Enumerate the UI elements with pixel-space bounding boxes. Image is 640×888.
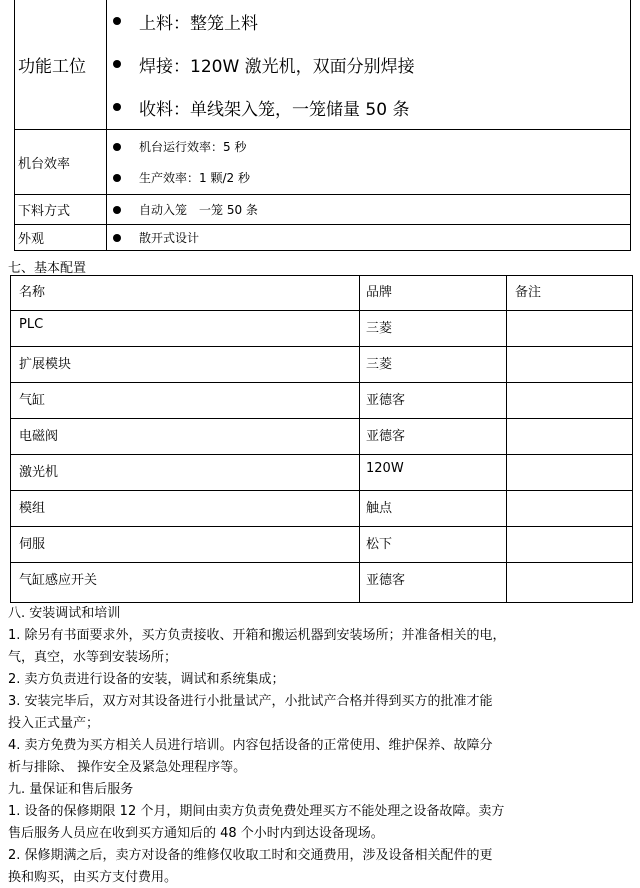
table-row: 气缸感应开关 亚德客: [11, 563, 633, 603]
spec-label: 机台效率: [15, 130, 107, 195]
spec-table: [14, 0, 631, 251]
config-header-row: [11, 276, 633, 311]
table-row: 激光机 120W: [11, 455, 633, 491]
paragraph-line: 4. 卖方免费为买方相关人员进行培训。内容包括设备的正常使用、维护保养、故障分: [8, 738, 493, 753]
spec-items: [107, 0, 631, 130]
bullet-dot-icon: [113, 143, 121, 151]
config-header-brand: 品牌: [360, 276, 507, 311]
config-header-note: 备注: [507, 276, 633, 311]
paragraph-line: 投入正式量产；: [8, 716, 100, 731]
spec-row-efficiency: [15, 130, 631, 195]
spec-bullet: 散开式设计: [113, 229, 630, 246]
spec-bullet: 焊接：120W 激光机，双面分别焊接: [113, 42, 630, 86]
paragraph-line: 换和购买，由买方支付费用。: [8, 870, 178, 885]
bullet-dot-icon: [113, 234, 121, 242]
spec-label: 外观: [15, 225, 107, 251]
table-row: 气缸 亚德客: [11, 383, 633, 419]
config-header-name: 名称: [11, 276, 360, 311]
table-row: 伺服 松下: [11, 527, 633, 563]
spec-bullet: 生产效率：1 颗/2 秒: [113, 162, 630, 193]
spec-items: [107, 130, 631, 195]
paragraph-line: 1. 除另有书面要求外，买方负责接收、开箱和搬运机器到安装场所；并准备相关的电，: [8, 628, 506, 643]
bullet-dot-icon: [113, 60, 121, 68]
paragraph-line: 1. 设备的保修期限 12 个月，期间由卖方负责免费处理买方不能处理之设备故障。卖方: [8, 804, 505, 819]
paragraph-line: 析与排除、 操作安全及紧急处理程序等。: [8, 760, 247, 775]
section-7-title: 七、基本配置: [8, 261, 87, 276]
spec-row-function: [15, 0, 631, 130]
section-8-title: 八. 安装调试和培训: [8, 606, 121, 621]
bullet-dot-icon: [113, 174, 121, 182]
bullet-dot-icon: [113, 206, 121, 214]
section-9-title: 九. 量保证和售后服务: [8, 782, 134, 797]
spec-label: 功能工位: [15, 0, 107, 130]
spec-row-unloading: [15, 195, 631, 225]
bullet-dot-icon: [113, 103, 121, 111]
paragraph-line: 2. 卖方负责进行设备的安装，调试和系统集成；: [8, 672, 285, 687]
spec-bullet: 自动入笼 一笼 50 条: [113, 201, 630, 218]
paragraph-line: 3. 安装完毕后，双方对其设备进行小批量试产，小批试产合格并得到买方的批准才能: [8, 694, 493, 709]
spec-row-appearance: [15, 225, 631, 251]
table-row: PLC 三菱: [11, 311, 633, 347]
spec-items: [107, 195, 631, 225]
table-row: 电磁阀 亚德客: [11, 419, 633, 455]
spec-bullet: 机台运行效率：5 秒: [113, 131, 630, 162]
bullet-dot-icon: [113, 17, 121, 25]
config-table: [10, 275, 633, 603]
paragraph-line: 2. 保修期满之后，卖方对设备的维修仅收取工时和交通费用，涉及设备相关配件的更: [8, 848, 493, 863]
spec-bullet: 上料：整笼上料: [113, 0, 630, 42]
spec-bullet: 收料：单线架入笼，一笼储量 50 条: [113, 86, 630, 128]
spec-items: [107, 225, 631, 251]
spec-label: 下料方式: [15, 195, 107, 225]
paragraph-line: 气，真空，水等到安装场所；: [8, 650, 178, 665]
paragraph-line: 售后服务人员应在收到买方通知后的 48 个小时内到达设备现场。: [8, 826, 384, 841]
table-row: 模组 触点: [11, 491, 633, 527]
table-row: 扩展模块 三菱: [11, 347, 633, 383]
